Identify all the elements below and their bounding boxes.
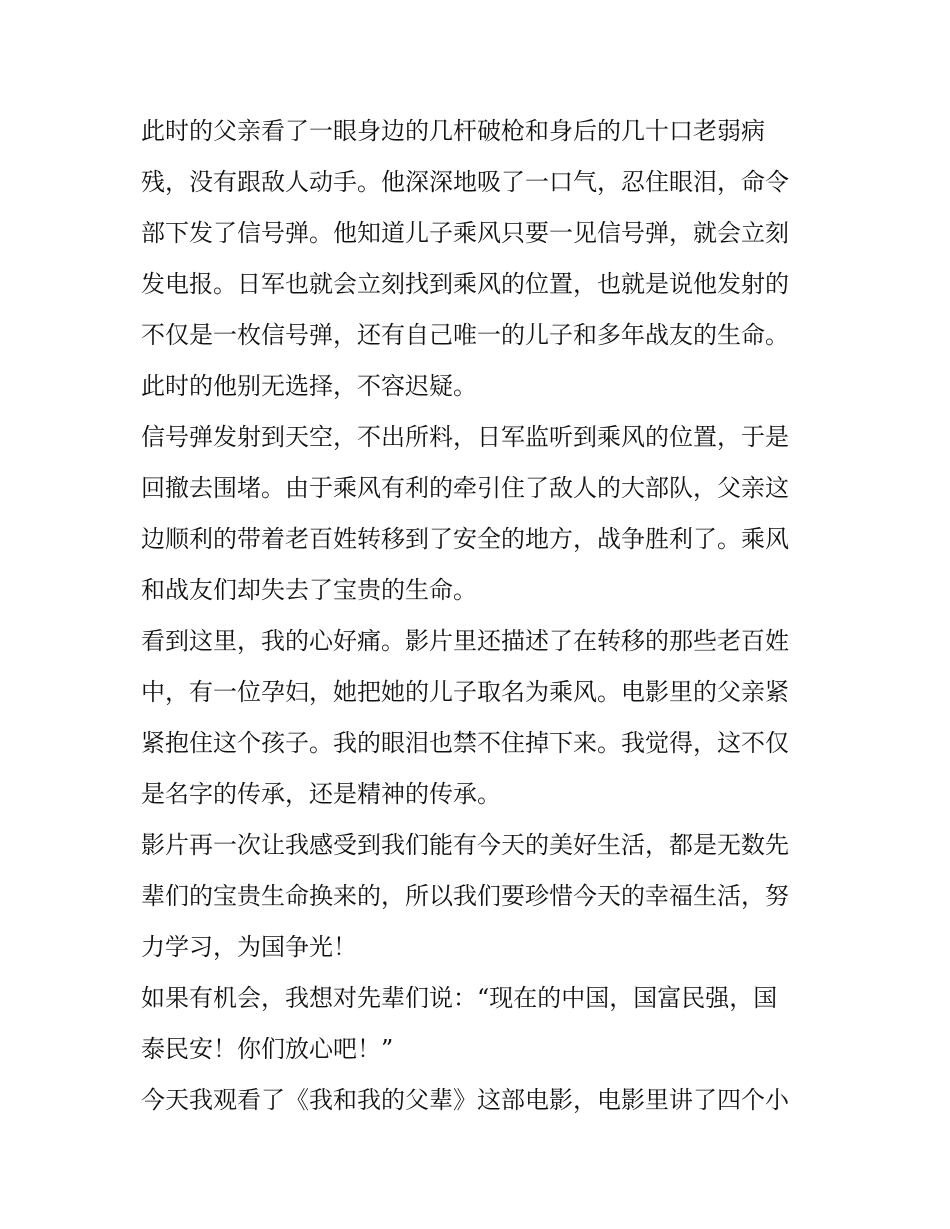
document-text-body bbox=[141, 106, 813, 1126]
text-line: 回撤去围堵。由于乘风有利的牵引住了敌人的大部队，父亲这 bbox=[141, 474, 789, 502]
text-line: 此时的他别无选择，不容迟疑。 bbox=[141, 372, 477, 400]
text-line: 和战友们却失去了宝贵的生命。 bbox=[141, 576, 477, 604]
text-line: 边顺利的带着老百姓转移到了安全的地方，战争胜利了。乘风 bbox=[141, 525, 789, 553]
text-line: 此时的父亲看了一眼身边的几杆破枪和身后的几十口老弱病 bbox=[141, 117, 765, 145]
text-line: 辈们的宝贵生命换来的，所以我们要珍惜今天的幸福生活，努 bbox=[141, 882, 789, 910]
text-line: 不仅是一枚信号弹，还有自己唯一的儿子和多年战友的生命。 bbox=[141, 321, 789, 349]
text-line: 影片再一次让我感受到我们能有今天的美好生活，都是无数先 bbox=[141, 831, 789, 859]
text-line: 今天我观看了《我和我的父辈》这部电影，电影里讲了四个小 bbox=[141, 1086, 789, 1114]
text-line: 如果有机会，我想对先辈们说：“现在的中国，国富民强，国 bbox=[141, 984, 778, 1012]
text-line: 残，没有跟敌人动手。他深深地吸了一口气，忍住眼泪，命令 bbox=[141, 168, 789, 196]
text-line: 是名字的传承，还是精神的传承。 bbox=[141, 780, 501, 808]
text-line: 信号弹发射到天空，不出所料，日军监听到乘风的位置，于是 bbox=[141, 423, 789, 451]
text-line: 紧抱住这个孩子。我的眼泪也禁不住掉下来。我觉得，这不仅 bbox=[141, 729, 789, 757]
text-line: 看到这里，我的心好痛。影片里还描述了在转移的那些老百姓 bbox=[141, 627, 789, 655]
text-line: 泰民安！你们放心吧！” bbox=[141, 1035, 394, 1063]
text-line: 发电报。日军也就会立刻找到乘风的位置，也就是说他发射的 bbox=[141, 270, 789, 298]
text-line: 中，有一位孕妇，她把她的儿子取名为乘风。电影里的父亲紧 bbox=[141, 678, 789, 706]
text-line: 部下发了信号弹。他知道儿子乘风只要一见信号弹，就会立刻 bbox=[141, 219, 789, 247]
text-line: 力学习，为国争光！ bbox=[141, 933, 357, 961]
